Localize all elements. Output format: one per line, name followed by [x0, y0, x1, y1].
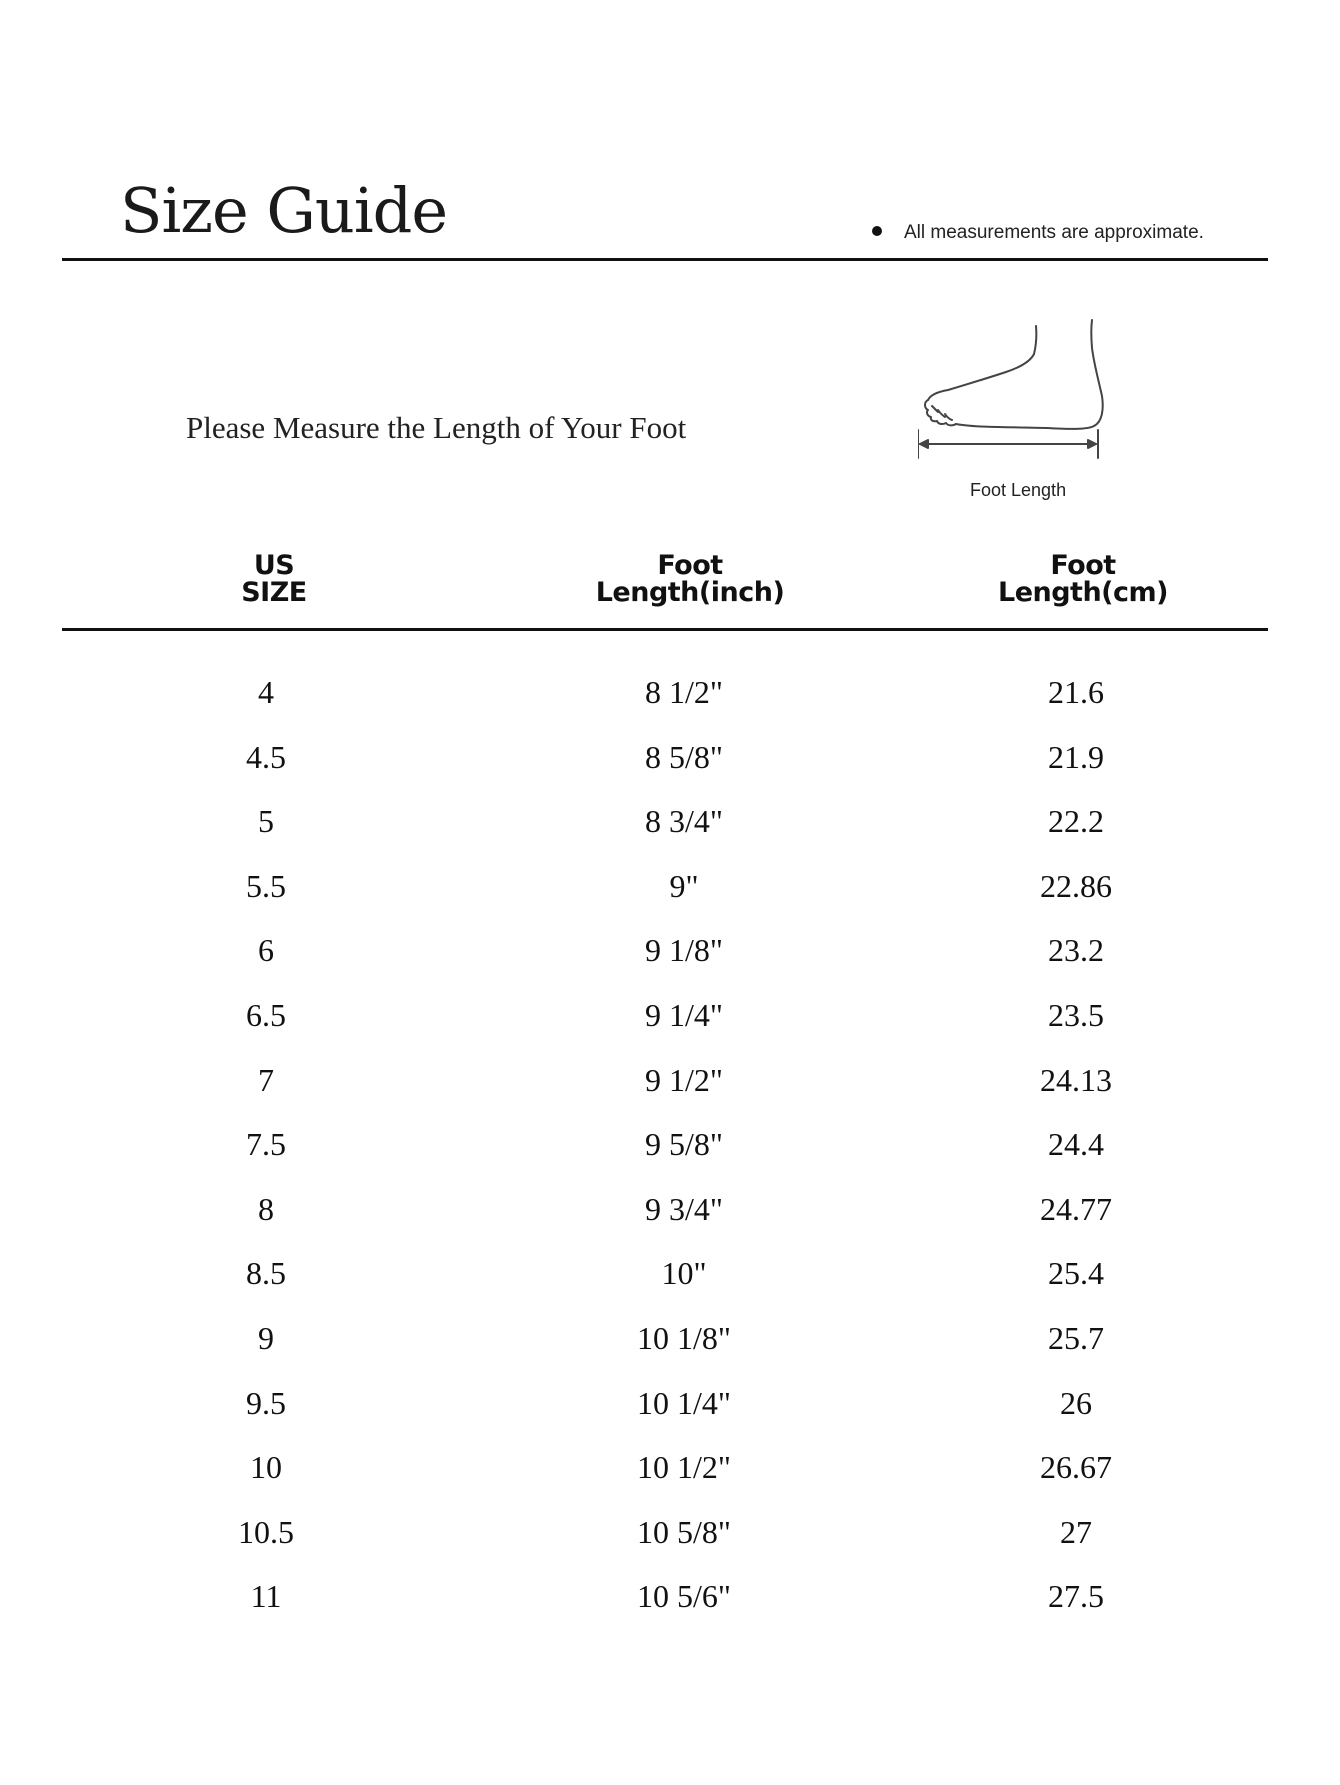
inch-cell: 9 1/2" — [645, 1061, 723, 1098]
inch-cell: 9 5/8" — [645, 1126, 723, 1163]
inch-cell: 9 1/4" — [645, 996, 723, 1033]
table-row — [0, 662, 1340, 727]
us-size-cell: 5 — [258, 803, 274, 840]
inch-cell: 8 5/8" — [645, 738, 723, 775]
cm-cell: 21.6 — [1048, 674, 1104, 710]
title-divider — [62, 258, 1268, 261]
measure-instruction: Please Measure the Length of Your Foot — [186, 410, 687, 445]
cm-cell: 23.5 — [1048, 996, 1104, 1033]
cm-cell: 26 — [1060, 1384, 1092, 1421]
us-size-cell: 6.5 — [246, 996, 286, 1033]
inch-cell: 10 1/4" — [637, 1384, 731, 1421]
inch-cell: 10 1/8" — [637, 1319, 731, 1356]
inch-cell: 10 5/6" — [637, 1578, 731, 1615]
cm-cell: 25.4 — [1048, 1255, 1104, 1292]
cm-cell: 27 — [1060, 1513, 1092, 1550]
column-header-line: SIZE — [241, 577, 307, 608]
table-row — [0, 791, 1340, 856]
us-size-cell: 7.5 — [246, 1126, 286, 1163]
approximate-note-text: All measurements are approximate. — [904, 222, 1204, 243]
column-header-foot-length-cm — [933, 552, 1233, 606]
header-divider — [62, 628, 1268, 631]
table-row — [0, 1179, 1340, 1244]
foot-length-caption: Foot Length — [970, 480, 1067, 500]
us-size-cell: 4 — [258, 674, 274, 710]
cm-cell: 22.2 — [1048, 803, 1104, 840]
us-size-cell: 10.5 — [238, 1513, 294, 1550]
cm-cell: 22.86 — [1040, 867, 1112, 904]
table-row — [0, 1566, 1340, 1631]
inch-cell: 8 3/4" — [645, 803, 723, 840]
inch-cell: 9 3/4" — [645, 1190, 723, 1227]
us-size-cell: 10 — [250, 1449, 282, 1486]
us-size-cell: 7 — [258, 1061, 274, 1098]
table-row — [0, 1308, 1340, 1373]
us-size-cell: 5.5 — [246, 867, 286, 904]
us-size-cell: 9 — [258, 1319, 274, 1356]
us-size-cell: 4.5 — [246, 738, 286, 775]
us-size-cell: 9.5 — [246, 1384, 286, 1421]
table-row — [0, 1502, 1340, 1567]
us-size-cell: 6 — [258, 932, 274, 969]
inch-cell: 9 1/8" — [645, 932, 723, 969]
cm-cell: 24.4 — [1048, 1126, 1104, 1163]
table-row — [0, 856, 1340, 921]
cm-cell: 25.7 — [1048, 1319, 1104, 1356]
inch-cell: 10 5/8" — [637, 1513, 731, 1550]
column-header-us-size — [174, 552, 374, 606]
inch-cell: 8 1/2" — [645, 674, 723, 710]
column-header-line: US — [253, 550, 295, 581]
table-row — [0, 727, 1340, 792]
cm-cell: 23.2 — [1048, 932, 1104, 969]
table-row — [0, 1437, 1340, 1502]
us-size-cell: 11 — [250, 1578, 282, 1615]
inch-cell: 10" — [661, 1255, 707, 1292]
us-size-cell: 8.5 — [246, 1255, 286, 1292]
column-header-line: Length(inch) — [595, 577, 785, 608]
column-header-line: Foot — [657, 550, 723, 581]
column-header-line: Length(cm) — [997, 577, 1168, 608]
table-row — [0, 1243, 1340, 1308]
table-row — [0, 1373, 1340, 1438]
table-row — [0, 985, 1340, 1050]
column-header-line: Foot — [1050, 550, 1116, 581]
inch-cell: 9" — [669, 867, 699, 904]
size-table — [0, 662, 1340, 1631]
table-row — [0, 1050, 1340, 1115]
inch-cell: 10 1/2" — [637, 1449, 731, 1486]
cm-cell: 21.9 — [1048, 738, 1104, 775]
approximate-note — [872, 222, 1204, 244]
bullet-icon — [872, 226, 882, 236]
table-row — [0, 920, 1340, 985]
us-size-cell: 8 — [258, 1190, 274, 1227]
table-row — [0, 1114, 1340, 1179]
cm-cell: 24.77 — [1040, 1190, 1112, 1227]
cm-cell: 24.13 — [1040, 1061, 1112, 1098]
cm-cell: 27.5 — [1048, 1578, 1104, 1615]
column-header-foot-length-inch — [540, 552, 840, 606]
cm-cell: 26.67 — [1040, 1449, 1112, 1486]
page-title: Size Guide — [120, 174, 448, 247]
